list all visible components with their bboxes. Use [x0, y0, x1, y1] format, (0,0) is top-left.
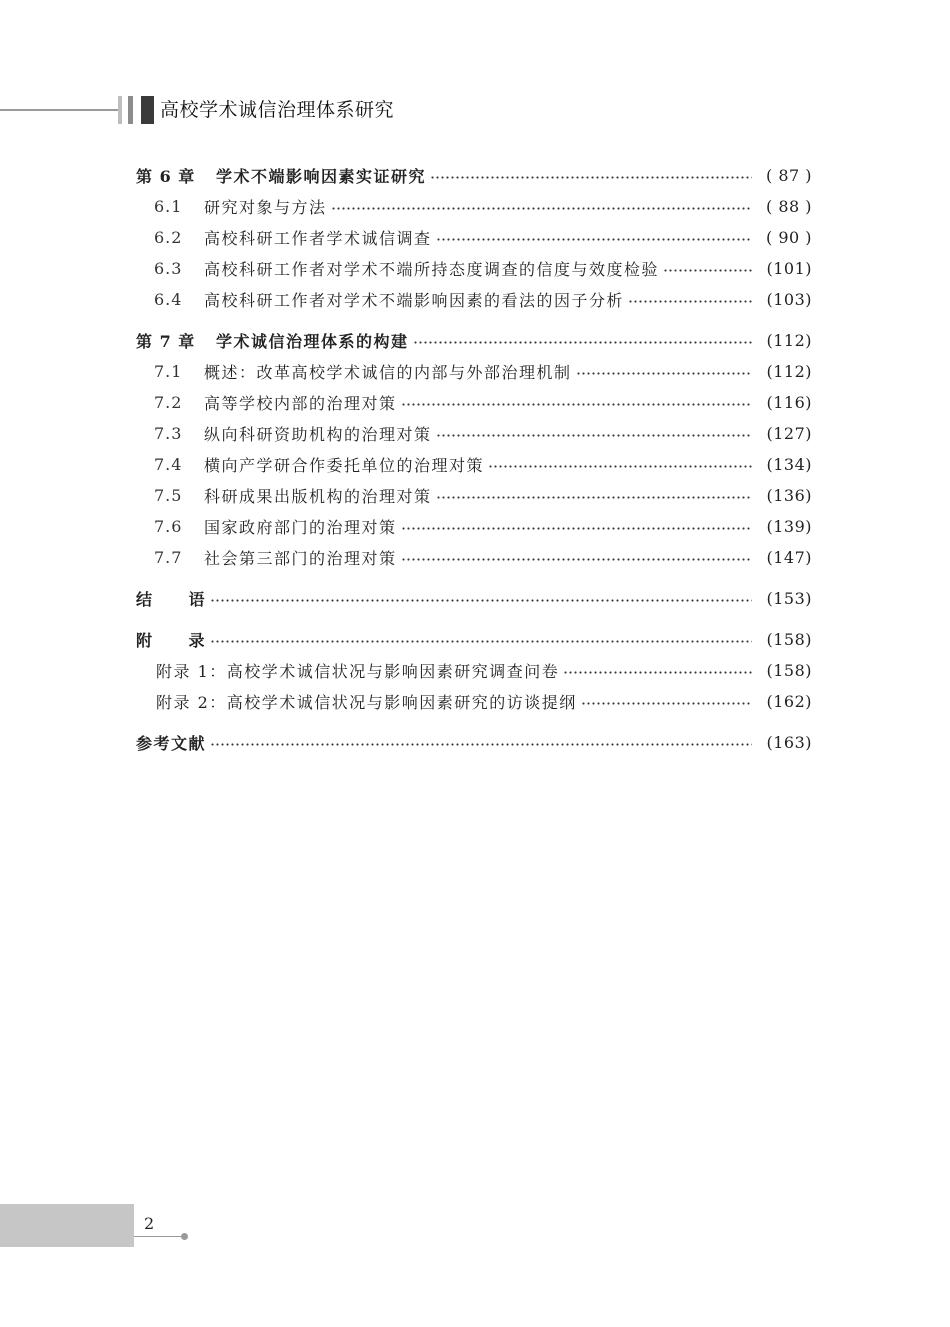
- toc-entry-title: 高等学校内部的治理对策: [204, 394, 397, 413]
- toc-entry-title: 科研成果出版机构的治理对策: [204, 487, 432, 506]
- toc-entry-page: ( 90 ): [765, 228, 812, 247]
- dot-leader: [663, 269, 752, 272]
- toc-entry-page: (112): [766, 331, 812, 350]
- toc-entry-title: 高校科研工作者对学术不端所持态度调查的信度与效度检验: [204, 260, 660, 279]
- toc-chapter-entry[interactable]: [136, 325, 812, 356]
- toc-entry-page: (162): [766, 692, 812, 711]
- toc-entry-number: 7.5: [154, 486, 183, 505]
- toc-section-entry[interactable]: [136, 449, 812, 480]
- page-number: 2: [144, 1214, 155, 1233]
- toc-entry-title: 横向产学研合作委托单位的治理对策: [204, 456, 485, 475]
- dot-leader: [563, 671, 752, 674]
- footer-page-tab: [0, 1204, 134, 1247]
- toc-appendix-entry[interactable]: [136, 655, 812, 686]
- toc-chapter-entry[interactable]: [136, 727, 812, 758]
- header-bar-mid: [128, 96, 133, 124]
- toc-entry-page: (101): [766, 259, 812, 278]
- toc-entry-number: 7.1: [154, 362, 183, 381]
- toc-entry-title: 高校科研工作者学术诚信调查: [204, 229, 432, 248]
- toc-entry-page: ( 87 ): [765, 166, 812, 185]
- dot-leader: [331, 207, 752, 210]
- header-bar-light: [118, 96, 122, 124]
- toc-chapter-entry[interactable]: [136, 583, 812, 614]
- toc-entry-page: (163): [766, 733, 812, 752]
- toc-entry-number: 7.3: [154, 424, 183, 443]
- toc-entry-number: 6.1: [154, 197, 183, 216]
- dot-leader: [401, 403, 752, 406]
- dot-leader: [413, 341, 752, 344]
- toc-entry-title: 学术不端影响因素实证研究: [216, 167, 427, 186]
- toc-entry-title: 参考文献: [136, 734, 207, 753]
- toc-section-entry[interactable]: [136, 480, 812, 511]
- toc-entry-title: 附录 1：高校学术诚信状况与影响因素研究调查问卷: [156, 662, 560, 681]
- toc-entry-title: 附 录: [136, 631, 207, 650]
- dot-leader: [210, 743, 752, 746]
- toc-entry-number: 7.6: [154, 517, 183, 536]
- header-bar-dark: [141, 96, 154, 124]
- toc-entry-number: 7.2: [154, 393, 183, 412]
- toc-entry-number: 第 7 章: [136, 332, 196, 351]
- dot-leader: [436, 238, 752, 241]
- toc-appendix-entry[interactable]: [136, 686, 812, 717]
- toc-section-entry[interactable]: [136, 253, 812, 284]
- toc-entry-number: 第 6 章: [136, 167, 196, 186]
- toc-section-entry[interactable]: [136, 511, 812, 542]
- dot-leader: [401, 558, 752, 561]
- toc-entry-title: 纵向科研资助机构的治理对策: [204, 425, 432, 444]
- toc-entry-page: (112): [766, 362, 812, 381]
- toc-entry-page: (153): [766, 589, 812, 608]
- toc-entry-title: 社会第三部门的治理对策: [204, 549, 397, 568]
- toc-entry-title: 研究对象与方法: [204, 198, 327, 217]
- dot-leader: [210, 640, 752, 643]
- toc-section-entry[interactable]: [136, 387, 812, 418]
- header-rule: [0, 109, 118, 111]
- toc-entry-number: 6.4: [154, 290, 183, 309]
- running-header-title: 高校学术诚信治理体系研究: [160, 99, 395, 121]
- dot-leader: [576, 372, 752, 375]
- dot-leader: [430, 176, 752, 179]
- toc-entry-title: 高校科研工作者对学术不端影响因素的看法的因子分析: [204, 291, 625, 310]
- toc-section-entry[interactable]: [136, 284, 812, 315]
- toc-entry-title: 结 语: [136, 590, 207, 609]
- toc-entry-page: (127): [766, 424, 812, 443]
- dot-leader: [628, 300, 752, 303]
- toc-entry-number: 6.3: [154, 259, 183, 278]
- toc-entry-page: (116): [766, 393, 812, 412]
- toc-entry-page: ( 88 ): [765, 197, 812, 216]
- toc-section-entry[interactable]: [136, 356, 812, 387]
- dot-leader: [401, 527, 752, 530]
- footer-rule: [134, 1236, 182, 1237]
- toc-entry-number: 7.4: [154, 455, 183, 474]
- toc-entry-page: (158): [766, 661, 812, 680]
- toc-section-entry[interactable]: [136, 191, 812, 222]
- toc-entry-page: (147): [766, 548, 812, 567]
- toc-section-entry[interactable]: [136, 222, 812, 253]
- dot-leader: [210, 599, 752, 602]
- dot-leader: [581, 702, 752, 705]
- toc-entry-number: 6.2: [154, 228, 183, 247]
- toc-chapter-entry[interactable]: [136, 160, 812, 191]
- toc-entry-page: (158): [766, 630, 812, 649]
- dot-leader: [436, 496, 752, 499]
- dot-leader: [488, 465, 752, 468]
- toc-entry-page: (136): [766, 486, 812, 505]
- toc-section-entry[interactable]: [136, 542, 812, 573]
- table-of-contents: [136, 160, 812, 758]
- toc-section-entry[interactable]: [136, 418, 812, 449]
- dot-leader: [436, 434, 752, 437]
- toc-entry-page: (139): [766, 517, 812, 536]
- toc-chapter-entry[interactable]: [136, 624, 812, 655]
- footer-dot: [181, 1233, 188, 1240]
- toc-entry-title: 国家政府部门的治理对策: [204, 518, 397, 537]
- toc-entry-page: (134): [766, 455, 812, 474]
- toc-entry-title: 学术诚信治理体系的构建: [216, 332, 409, 351]
- toc-entry-number: 7.7: [154, 548, 183, 567]
- toc-entry-title: 概述：改革高校学术诚信的内部与外部治理机制: [204, 363, 572, 382]
- toc-entry-title: 附录 2：高校学术诚信状况与影响因素研究的访谈提纲: [156, 693, 577, 712]
- toc-entry-page: (103): [766, 290, 812, 309]
